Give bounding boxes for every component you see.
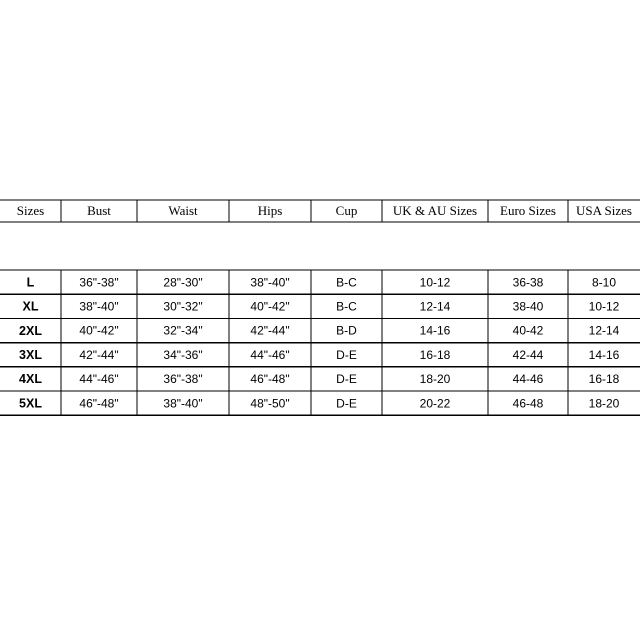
- table-cell: D-E: [336, 396, 357, 411]
- table-cell: 40-42: [512, 323, 544, 338]
- table-cell: B-D: [336, 323, 357, 338]
- table-cell: 38-40: [512, 299, 544, 314]
- column-header: USA Sizes: [576, 202, 632, 218]
- table-cell: 40"-42": [79, 323, 119, 338]
- table-cell: D-E: [336, 372, 357, 387]
- size-label-cell: L: [26, 275, 35, 290]
- table-cell: 46"-48": [250, 372, 290, 387]
- table-cell: D-E: [336, 347, 357, 362]
- size-label-cell: 3XL: [19, 347, 42, 362]
- column-header: Cup: [335, 202, 358, 218]
- table-cell: 16-18: [419, 347, 451, 362]
- table-cell: 36"-38": [79, 275, 119, 290]
- table-cell: 30"-32": [163, 299, 203, 314]
- table-cell: 42-44: [512, 347, 544, 362]
- table-cell: 10-12: [419, 275, 451, 290]
- table-cell: 20-22: [419, 396, 451, 411]
- table-cell: 14-16: [588, 347, 620, 362]
- size-label-cell: 5XL: [19, 396, 42, 411]
- table-cell: 34"-36": [163, 347, 203, 362]
- table-cell: 46"-48": [79, 396, 119, 411]
- table-cell: 38"-40": [250, 275, 290, 290]
- table-cell: 18-20: [588, 396, 620, 411]
- table-cell: 16-18: [588, 372, 620, 387]
- table-cell: 44"-46": [79, 372, 119, 387]
- column-header: Bust: [87, 202, 111, 218]
- table-cell: 14-16: [419, 323, 451, 338]
- size-chart-table: [0, 198, 640, 420]
- table-cell: 28"-30": [163, 275, 203, 290]
- table-cell: 36-38: [512, 275, 544, 290]
- table-cell: 18-20: [419, 372, 451, 387]
- table-cell: 44"-46": [250, 347, 290, 362]
- table-cell: 48"-50": [250, 396, 290, 411]
- table-cell: 12-14: [588, 323, 620, 338]
- table-cell: 42"-44": [79, 347, 119, 362]
- column-header: Hips: [257, 202, 283, 218]
- table-cell: 46-48: [512, 396, 544, 411]
- table-cell: 10-12: [588, 299, 620, 314]
- column-header: Waist: [168, 202, 198, 218]
- table-cell: 8-10: [591, 275, 617, 290]
- table-cell: 36"-38": [163, 372, 203, 387]
- table-cell: 38"-40": [79, 299, 119, 314]
- size-label-cell: 4XL: [19, 372, 42, 387]
- column-header: UK & AU Sizes: [392, 202, 478, 218]
- table-cell: 38"-40": [163, 396, 203, 411]
- table-cell: 32"-34": [163, 323, 203, 338]
- size-label-cell: XL: [22, 299, 39, 314]
- table-cell: 42"-44": [250, 323, 290, 338]
- table-cell: 12-14: [419, 299, 451, 314]
- size-label-cell: 2XL: [19, 323, 42, 338]
- table-cell: B-C: [336, 275, 357, 290]
- column-header: Euro Sizes: [500, 202, 556, 218]
- table-cell: 44-46: [512, 372, 544, 387]
- column-header: Sizes: [16, 202, 45, 218]
- table-cell: 40"-42": [250, 299, 290, 314]
- table-cell: B-C: [336, 299, 357, 314]
